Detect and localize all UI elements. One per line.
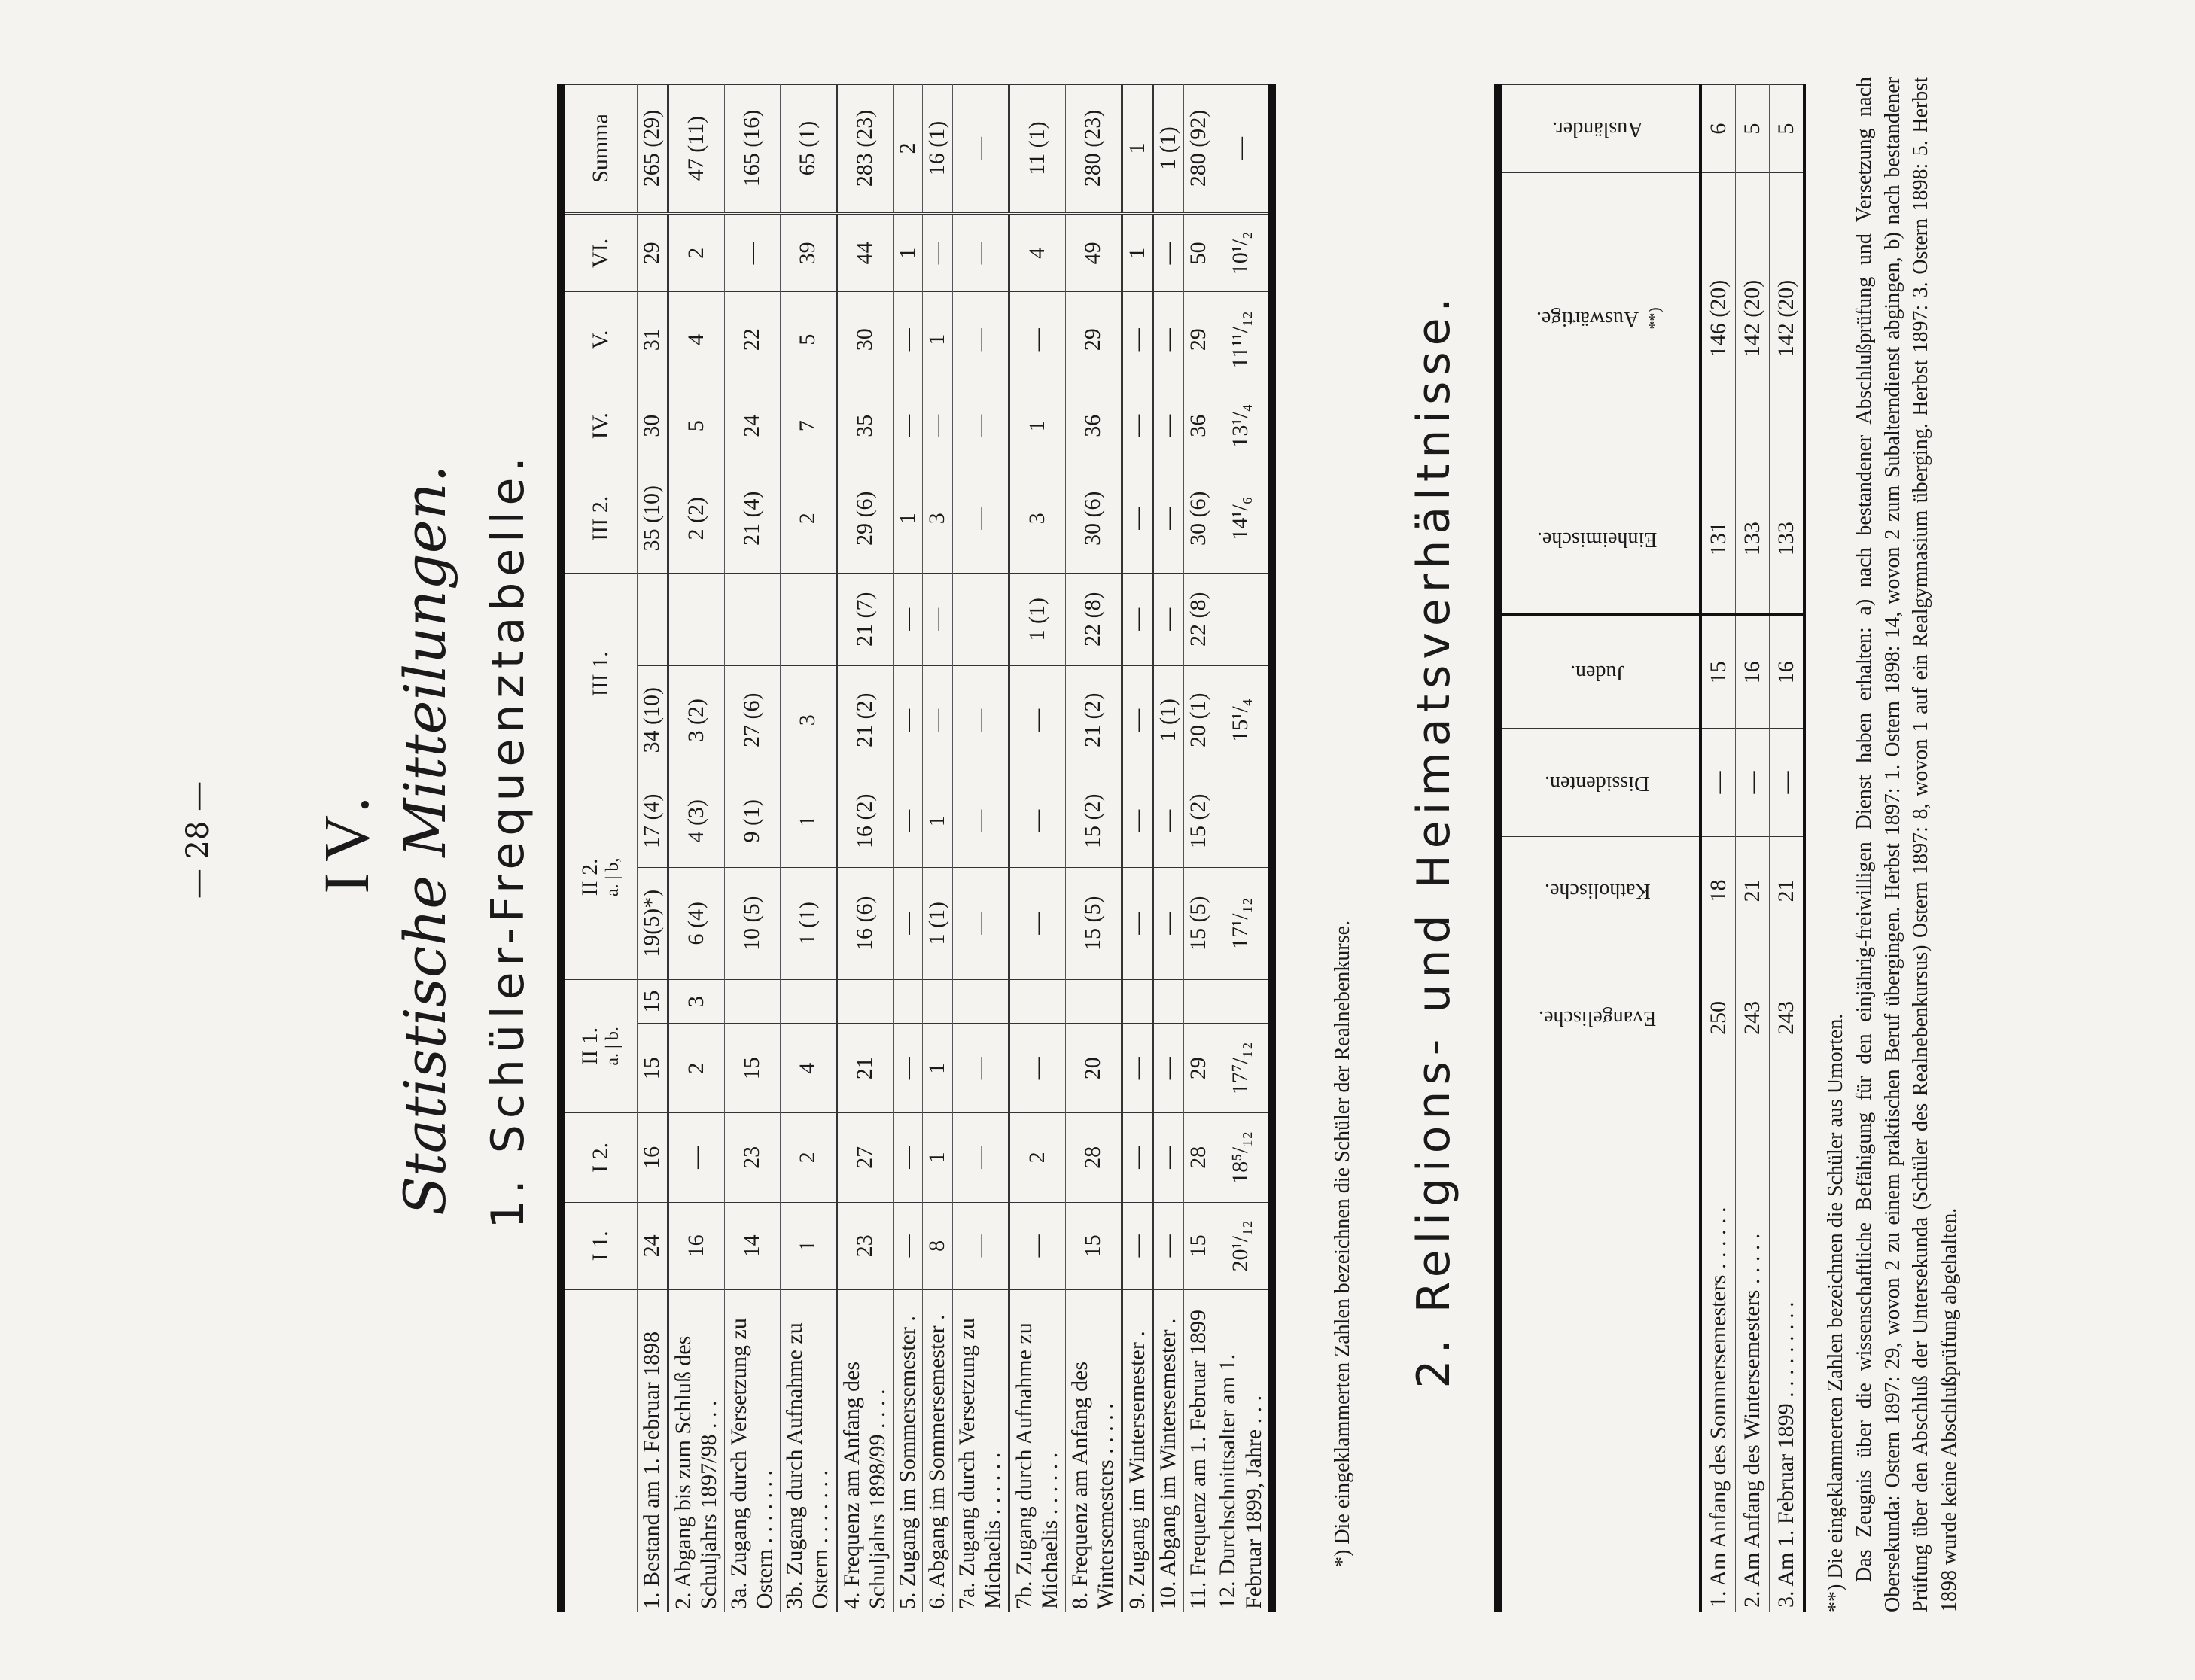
table-cell: 16 [668,1202,724,1289]
table-cell: 21 (7) [836,573,893,665]
table-cell: — [952,1024,1009,1113]
table-cell: — [1009,1024,1065,1113]
table-cell: 10 (5) [724,867,780,979]
table-cell: 29 [638,214,668,292]
row-label: 11. Frequenz am 1. Februar 1899 [1183,1290,1213,1613]
table-cell: 1 [1009,388,1065,464]
table-row [668,85,724,1613]
table-cell: 1 [923,775,953,867]
row-label: 9. Zugang im Wintersemester . [1122,1290,1153,1613]
row-label: 2. Abgang bis zum Schluß des Schuljahrs 1897/98 . . . [668,1290,724,1613]
table-cell: 35 [836,388,893,464]
table-cell: — [893,291,923,388]
table-cell: 21 [1736,836,1770,945]
table-cell: 21 (2) [1065,665,1122,775]
table-cell: — [952,1113,1009,1203]
table-cell: 17⁷/₁₂ [1213,1024,1273,1113]
table-cell: 142 (20) [1736,173,1770,464]
table-cell: 15 (2) [1065,775,1122,867]
table-cell: — [1153,1024,1184,1113]
table-cell: — [952,85,1009,214]
table-cell: — [1153,1113,1184,1203]
table-cell: 27 [836,1113,893,1203]
table-cell: — [1153,775,1184,867]
row-label: 7a. Zugang durch Versetzung zu Michaelis . . . . . . [952,1290,1009,1613]
table-cell: 133 [1736,464,1770,615]
table-cell: — [1009,775,1065,867]
table-cell: — [893,388,923,464]
row-label: 1. Bestand am 1. Februar 1898 [638,1290,668,1613]
table-cell: — [1122,665,1153,775]
table-cell: 20 [1065,1024,1122,1113]
table-cell: 5 [668,388,724,464]
table-cell: 16 (6) [836,867,893,979]
table-cell: 14 [724,1202,780,1289]
table-cell: — [1153,291,1184,388]
table-cell: 2 (2) [668,464,724,573]
table-cell: 16 [1736,615,1770,729]
table-cell: — [952,775,1009,867]
table-cell: 1 [1122,85,1153,214]
table-cell [923,979,953,1024]
table-cell: — [952,867,1009,979]
table-cell: 21 (4) [724,464,780,573]
table-cell [1183,979,1213,1024]
table-row [923,85,953,1613]
table-cell: 35 (10) [638,464,668,573]
table-cell: 36 [1065,388,1122,464]
table-cell: 21 [1770,836,1805,945]
header-ii1: II 1. a. | b. [561,979,638,1112]
table-cell: 21 (2) [836,665,893,775]
row-label: 3b. Zugang durch Aufnahme zu Ostern . . . . . . . [780,1290,836,1613]
table-cell: 29 [1183,291,1213,388]
note-star: **) Die eingeklammerten Zahlen bezeichnen die Schüler aus Umorten. [1824,1013,1847,1612]
table-cell: 3 (2) [668,665,724,775]
table-row [1213,85,1273,1613]
table-cell: 15 (5) [1183,867,1213,979]
table-cell [780,573,836,665]
table-cell: — [1122,464,1153,573]
table-cell: 20¹/₁₂ [1213,1202,1273,1289]
table-cell: — [1153,388,1184,464]
table-cell: 22 (8) [1183,573,1213,665]
table-cell: 44 [836,214,893,292]
row-label: 10. Abgang im Wintersemester . [1153,1290,1184,1613]
table-cell: 2 [668,214,724,292]
table-cell: 5 [780,291,836,388]
table-cell: 280 (23) [1065,85,1122,214]
table-cell: 15 [1700,615,1736,729]
table-row [1770,85,1805,1613]
table-cell: 24 [638,1202,668,1289]
table-row [1736,85,1770,1613]
table-cell: 15¹/₄ [1213,665,1273,775]
table-cell: — [1009,1202,1065,1289]
table-cell: 131 [1700,464,1736,615]
table-cell: 2 [780,464,836,573]
table-cell [668,573,724,665]
table-cell: — [893,1113,923,1203]
table-cell: 15 [724,1024,780,1113]
header-summa: Summa [561,85,638,214]
table-cell: 1 [780,775,836,867]
table-cell: 2 [893,85,923,214]
table-cell: — [1153,1202,1184,1289]
table-cell: — [1122,1202,1153,1289]
table-cell: 4 (3) [668,775,724,867]
table-cell: — [1122,867,1153,979]
table-cell: — [1122,775,1153,867]
table-row [952,85,1009,1613]
table-cell [1213,979,1273,1024]
religion-table [1494,84,1806,1612]
table-cell: — [1009,665,1065,775]
table-cell: 1 [780,1202,836,1289]
table-cell: 1 [1122,214,1153,292]
table-cell [893,979,923,1024]
page-number: — 28 — [181,781,215,899]
table-cell: 280 (92) [1183,85,1213,214]
table-cell: — [724,214,780,292]
table1-title: 1. Schüler-Frequenztabelle. [482,451,534,1229]
table-cell: — [1009,867,1065,979]
table-cell: 17¹/₁₂ [1213,867,1273,979]
table-row [1700,85,1736,1613]
table-cell: 1 [923,1113,953,1203]
table-cell: 30 (6) [1065,464,1122,573]
table-cell: — [952,214,1009,292]
table-cell: 6 [1700,85,1736,173]
table-cell: 36 [1183,388,1213,464]
table-cell: — [923,573,953,665]
header-empty [1498,1091,1700,1613]
table-cell: 30 [638,388,668,464]
table-cell: — [893,1202,923,1289]
table-cell [836,979,893,1024]
table-cell: 15 [1183,1202,1213,1289]
table-cell: 1 (1) [1153,665,1184,775]
table-cell: 20 (1) [1183,665,1213,775]
header-ii2: II 2. a. | b, [561,775,638,979]
table-cell: 50 [1183,214,1213,292]
table-cell: — [1153,464,1184,573]
table-cell [724,573,780,665]
table-cell [952,573,1009,665]
table-row [893,85,923,1613]
table-cell: 5 [1736,85,1770,173]
row-label: 6. Abgang im Sommersemester . [923,1290,953,1613]
table-cell: 4 [668,291,724,388]
header-juden: Juden. [1498,615,1700,729]
table-cell: — [1153,867,1184,979]
table-cell: — [1122,1024,1153,1113]
table-cell: — [1122,573,1153,665]
table-cell: 1 (1) [1009,573,1065,665]
row-label: 3. Am 1. Februar 1899 . . . . . . . . . [1770,1091,1805,1613]
table-cell [1153,979,1184,1024]
table-cell: — [893,1024,923,1113]
table-cell: — [1153,573,1184,665]
table-cell: 142 (20) [1770,173,1805,464]
header-iv: IV. [561,388,638,464]
row-label: 1. Am Anfang des Sommersemesters . . . . . . [1700,1091,1736,1613]
header-dissidenten: Dissidenten. [1498,729,1700,837]
frequency-table [557,84,1276,1612]
table-cell: 47 (11) [668,85,724,214]
table-cell: 1 [893,464,923,573]
row-label: 5. Zugang im Sommersemester . [893,1290,923,1613]
header-iii2: III 2. [561,464,638,573]
table-cell [952,979,1009,1024]
table-cell: 250 [1700,945,1736,1091]
table-cell: — [952,464,1009,573]
table-cell: — [952,665,1009,775]
table-cell: 39 [780,214,836,292]
section-title: Statistische Mitteilungen. [391,464,458,1216]
header-vi: VI. [561,214,638,292]
table-cell: 16 (1) [923,85,953,214]
table-cell: 49 [1065,214,1122,292]
header-i1: I 1. [561,1202,638,1289]
table-cell: 28 [1065,1113,1122,1203]
table-cell: — [923,665,953,775]
table-row [1122,85,1153,1613]
header-v: V. [561,291,638,388]
table-cell: 29 [1065,291,1122,388]
row-label: 12. Durchschnittsalter am 1. Februar 1899, Jahre . . . [1213,1290,1273,1613]
table-cell [1213,775,1273,867]
table-cell: — [1213,85,1273,214]
table-cell: — [1122,1113,1153,1203]
table-cell: 29 [1183,1024,1213,1113]
table-cell: 1 [923,1024,953,1113]
table-row [780,85,836,1613]
table-cell: 34 (10) [638,665,668,775]
table-cell [1065,979,1122,1024]
table-cell: 30 [836,291,893,388]
table-cell: 24 [724,388,780,464]
table-cell: — [668,1113,724,1203]
table-cell: 23 [836,1202,893,1289]
section-roman-numeral: IV. [310,786,382,894]
table-cell: 13¹/₄ [1213,388,1273,464]
table-cell: 283 (23) [836,85,893,214]
table-cell: 15 [638,979,668,1024]
row-label: 8. Frequenz am Anfang des Wintersemesters . . . . . [1065,1290,1122,1613]
row-label: 2. Am Anfang des Wintersemesters . . . . . [1736,1091,1770,1613]
table-cell: 4 [780,1024,836,1113]
table-cell: 30 (6) [1183,464,1213,573]
table-row [638,85,668,1613]
table-cell: 18 [1700,836,1736,945]
table-cell: 243 [1736,945,1770,1091]
table-cell: — [893,867,923,979]
table-cell: — [952,291,1009,388]
header-i2: I 2. [561,1113,638,1203]
table1-footnote: *) Die eingeklammerten Zahlen bezeichnen die Schüler der Realnebenkurse. [1331,920,1354,1567]
table-cell: — [1153,214,1184,292]
table-cell: 6 (4) [668,867,724,979]
table-cell: 1 [893,214,923,292]
header-katholische: Katholische. [1498,836,1700,945]
table-cell: 19(5)*) [638,867,668,979]
table2-notes [1822,77,1964,1612]
table-cell: 27 (6) [724,665,780,775]
table-cell: 146 (20) [1700,173,1736,464]
table-cell: — [923,388,953,464]
table-cell: 1 [923,291,953,388]
table-cell: — [952,1202,1009,1289]
table-cell: 3 [780,665,836,775]
table-cell: 16 [1770,615,1805,729]
table-cell: 28 [1183,1113,1213,1203]
table-cell: 165 (16) [724,85,780,214]
table-cell: 1 (1) [780,867,836,979]
table-cell: 15 [638,1024,668,1113]
table-row [1009,85,1065,1613]
table-cell [780,979,836,1024]
table-cell: 15 [1065,1202,1122,1289]
row-label: 4. Frequenz am Anfang des Schuljahrs 1898/99 . . . . [836,1290,893,1613]
table-cell: 18⁵/₁₂ [1213,1113,1273,1203]
table-cell: — [1700,729,1736,837]
table-cell: — [1770,729,1805,837]
table-cell [1213,573,1273,665]
table-cell [1122,979,1153,1024]
table-cell: — [893,573,923,665]
table-cell: 5 [1770,85,1805,173]
table-cell: 11¹¹/₁₂ [1213,291,1273,388]
table2-title: 2. Religions- und Heimatsverhältnisse. [1408,291,1460,1389]
table-cell [1009,979,1065,1024]
table-row [836,85,893,1613]
header-iii1: III 1. [561,573,638,775]
table-cell: 265 (29) [638,85,668,214]
table-cell: 243 [1770,945,1805,1091]
table-cell: 4 [1009,214,1065,292]
table-cell: 9 (1) [724,775,780,867]
table-cell: 14¹/₆ [1213,464,1273,573]
table-cell: 8 [923,1202,953,1289]
table-cell: 16 [638,1113,668,1203]
table-cell: 2 [668,1024,724,1113]
header-auslaender: Ausländer. [1498,85,1700,173]
header-auswaertige: Auswärtige. **) [1498,173,1700,464]
table-cell: 23 [724,1113,780,1203]
table-cell: 2 [780,1113,836,1203]
table-row [724,85,780,1613]
table-cell: 3 [923,464,953,573]
row-label: 7b. Zugang durch Aufnahme zu Michaelis . . . . . . [1009,1290,1065,1613]
table-cell: — [1122,291,1153,388]
table-cell: 17 (4) [638,775,668,867]
row-label: 3a. Zugang durch Versetzung zu Ostern . . . . . . . [724,1290,780,1613]
table-cell: 3 [1009,464,1065,573]
table-cell: — [893,665,923,775]
table-cell: 7 [780,388,836,464]
table-cell: — [1009,291,1065,388]
table-cell: 11 (1) [1009,85,1065,214]
table-cell: 10¹/₂ [1213,214,1273,292]
table-cell: 21 [836,1024,893,1113]
table-cell [724,979,780,1024]
table-cell: 133 [1770,464,1805,615]
table-cell [638,573,668,665]
table-cell: 22 [724,291,780,388]
table-cell: 22 (8) [1065,573,1122,665]
table-cell: 1 (1) [1153,85,1184,214]
table-cell: — [1736,729,1770,837]
header-einheimische: Einheimische. [1498,464,1700,615]
table-cell: — [952,388,1009,464]
table-cell: — [923,214,953,292]
table-cell: — [893,775,923,867]
table-cell: 1 (1) [923,867,953,979]
note-body: Das Zeugnis über die wissenschaftliche Befähigung für den einjährig-freiwilligen Dienst haben erhalten: a) nach bestandener Abschlußprüfung und Versetzung nach Obersekunda: Ostern 1897: 29, wovon 2 zu einem praktischen Beruf übergingen. Herbst 1897: 1. Ostern 1898: 14, wovon 2 zum Subalterndienst abgingen, b) nach bestandener Prüfung über den Abschluß der Untersekunda (Schüler des Realnebenkursus) Ostern 1897: 8, wovon 1 auf ein Realgymnasium überging. Herbst 1897: 3. Ostern 1898: 5. Herbst 1898 wurde keine Abschlußprüfung abgehalten. [1852,77,1962,1612]
table-cell: 15 (2) [1183,775,1213,867]
table-row [1153,85,1184,1613]
table-row [1065,85,1122,1613]
table-cell: 16 (2) [836,775,893,867]
header-empty [561,1290,638,1613]
header-evangelische: Evangelische. [1498,945,1700,1091]
table-row [1183,85,1213,1613]
table-cell: 31 [638,291,668,388]
table-cell: 65 (1) [780,85,836,214]
table-cell: — [1122,388,1153,464]
table-cell: 15 (5) [1065,867,1122,979]
table-cell: 29 (6) [836,464,893,573]
table-cell: 3 [668,979,724,1024]
table-cell: 2 [1009,1113,1065,1203]
